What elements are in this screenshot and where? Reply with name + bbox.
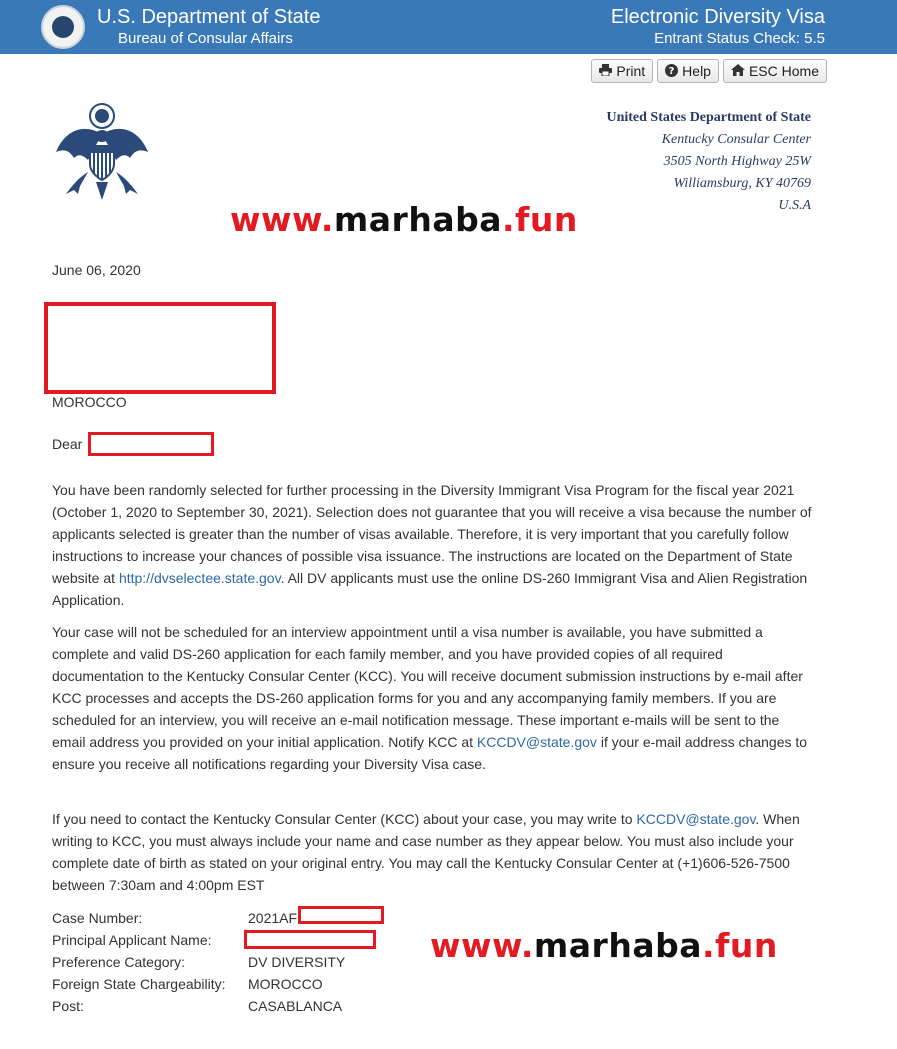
- paragraph-3-text-b: . When writing to KCC, you must always include your name and case number as they appear below. You must also include your complete date of birth as stated on your original entry. You may call the Kentucky Consular Center at (+1)606-526-7500 between 7:30am and 4:00pm EST: [52, 811, 800, 893]
- post-label: Post:: [52, 998, 84, 1014]
- letterhead-address: [606, 107, 811, 217]
- app-subtitle: Entrant Status Check: 5.5: [654, 30, 825, 47]
- watermark-suffix-2: .fun: [701, 926, 778, 965]
- watermark-middle: marhaba: [333, 200, 502, 239]
- letterhead-country: U.S.A: [778, 198, 811, 213]
- salutation-text: Dear: [52, 436, 83, 452]
- watermark-prefix: www.: [230, 200, 334, 239]
- app-title: Electronic Diversity Visa: [610, 6, 825, 28]
- help-button[interactable]: [657, 59, 719, 83]
- print-button[interactable]: [591, 59, 653, 83]
- header-bar: [0, 0, 897, 54]
- watermark-bottom: [430, 926, 778, 965]
- help-label: Help: [682, 63, 711, 79]
- letterhead-center: Kentucky Consular Center: [661, 132, 811, 147]
- paragraph-1-text-b: . All DV applicants must use the online DS-260 Immigrant Visa and Alien Registration Application.: [52, 570, 808, 608]
- case-number-label: Case Number:: [52, 910, 143, 926]
- dvselectee-link[interactable]: http://dvselectee.state.gov: [118, 570, 281, 586]
- kccdv-email-link[interactable]: KCCDV@state.gov: [476, 734, 597, 750]
- category-value: DV DIVERSITY: [248, 954, 346, 970]
- paragraph-selection: [52, 479, 812, 611]
- chargeability-label: Foreign State Chargeability:: [52, 976, 226, 992]
- chargeability-value: MOROCCO: [248, 976, 323, 992]
- category-row: [52, 951, 345, 973]
- watermark-top: [230, 200, 578, 239]
- org-subtitle: Bureau of Consular Affairs: [118, 30, 293, 47]
- category-label: Preference Category:: [52, 954, 186, 970]
- post-value: CASABLANCA: [248, 998, 343, 1014]
- paragraph-contact: [52, 808, 812, 896]
- watermark-suffix: .fun: [501, 200, 578, 239]
- question-circle-icon: [665, 64, 678, 79]
- svg-text:?: ?: [668, 65, 675, 77]
- redacted-case-number: [298, 906, 384, 924]
- redacted-name: [88, 432, 214, 456]
- kccdv-email-link-2[interactable]: KCCDV@state.gov: [636, 811, 756, 827]
- letterhead-street: 3505 North Highway 25W: [663, 154, 811, 169]
- letter-date: June 06, 2020: [52, 262, 141, 278]
- home-label: ESC Home: [748, 63, 819, 79]
- printer-icon: [599, 64, 612, 78]
- home-icon: [731, 64, 745, 78]
- post-row: [52, 995, 345, 1017]
- recipient-country: MOROCCO: [52, 394, 127, 410]
- letterhead-dept: United States Department of State: [606, 110, 811, 125]
- applicant-label: Principal Applicant Name:: [52, 932, 212, 948]
- esc-home-button[interactable]: [723, 59, 827, 83]
- letterhead-city: Williamsburg, KY 40769: [673, 176, 811, 191]
- chargeability-row: [52, 973, 345, 995]
- redacted-address: [44, 302, 276, 394]
- case-number-value: 2021AF: [248, 910, 298, 926]
- watermark-middle-2: marhaba: [533, 926, 702, 965]
- watermark-prefix-2: www.: [430, 926, 534, 965]
- state-department-seal-icon: [41, 5, 85, 49]
- salutation: [52, 436, 82, 452]
- org-title: U.S. Department of State: [97, 6, 321, 28]
- paragraph-3-text-a: If you need to contact the Kentucky Consular Center (KCC) about your case, you may write to: [52, 811, 637, 827]
- redacted-applicant-name: [244, 930, 376, 949]
- paragraph-1-text-a: You have been randomly selected for further processing in the Diversity Immigrant Visa Program for the fiscal year 2021 (October 1, 2020 to September 30, 2021). Selection does not guarantee that you will receive a visa because the number of applicants selected is greater than the number of visas available. Therefore, it is very important that you carefully follow instructions to increase your chances of possible visa issuance. The instructions are located on the Department of State website at: [52, 482, 812, 586]
- toolbar: [591, 59, 827, 83]
- paragraph-2-text-b: if your e-mail address changes to ensure you receive all notifications regarding your Diversity Visa case.: [52, 734, 808, 772]
- paragraph-2-text-a: Your case will not be scheduled for an interview appointment until a visa number is available, you have submitted a complete and valid DS-260 application for each family member, and you have provided copies of all required documentation to the Kentucky Consular Center (KCC). You will receive document submission instructions by e-mail after KCC processes and accepts the DS-260 application forms for you and any accompanying family members. If you are scheduled for an interview, you will receive an e-mail notification message. These important e-mails will be sent to the email address you provided on your initial application. Notify KCC at: [52, 624, 803, 750]
- paragraph-interview: [52, 621, 812, 775]
- print-label: Print: [616, 63, 646, 79]
- eagle-seal-icon: [52, 102, 152, 202]
